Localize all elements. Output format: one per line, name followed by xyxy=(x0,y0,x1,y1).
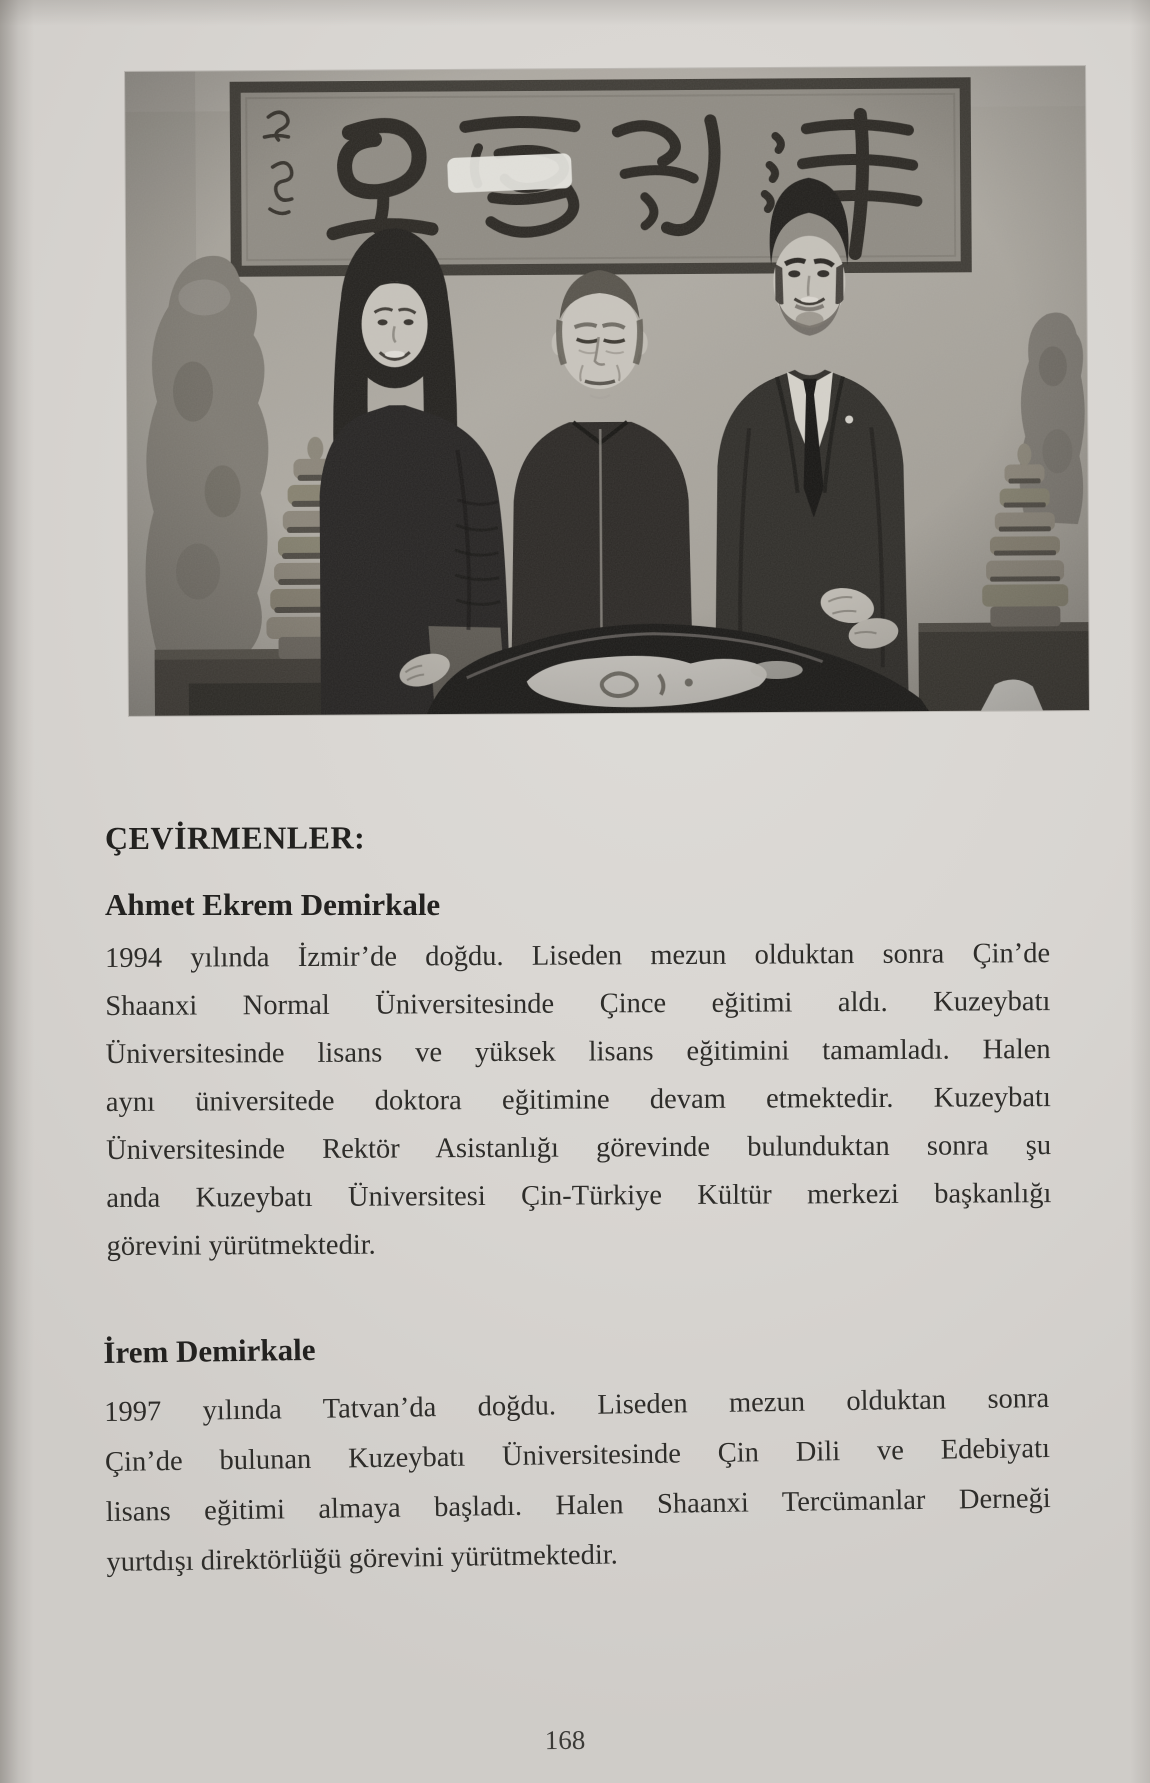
bio-line: 1994 yılında İzmir’de doğdu. Liseden mezun olduktan sonra Çin’de xyxy=(105,938,1051,974)
bio-line: Çin’de bulunan Kuzeybatı Üniversitesinde Çin Dili ve Edebiyatı xyxy=(104,1432,1051,1478)
bio-line: 1997 yılında Tatvan’da doğdu. Liseden mezun olduktan sonra xyxy=(104,1382,1050,1429)
entry-name-ahmet: Ahmet Ekrem Demirkale xyxy=(105,887,441,922)
bio-paragraph-ahmet xyxy=(105,930,1052,1271)
bio-line: yurtdışı direktörlüğü görevini yürütmektedir. xyxy=(106,1539,619,1578)
page-edge-shadow-left xyxy=(0,0,34,1783)
page-edge-shadow-top xyxy=(0,0,1150,26)
bio-line: görevini yürütmektedir. xyxy=(106,1229,376,1262)
entry-name-irem: İrem Demirkale xyxy=(103,1331,316,1371)
entry-block-irem xyxy=(103,1319,1052,1588)
bio-line: Üniversitesinde Rektör Asistanlığı görevinde bulunduktan sonra şu xyxy=(106,1130,1052,1166)
bio-line: Shaanxi Normal Üniversitesinde Çince eğitimi aldı. Kuzeybatı xyxy=(105,986,1051,1022)
page-edge-shadow-right xyxy=(1130,0,1150,1783)
bio-line: lisans eğitimi almaya başladı. Halen Shaanxi Tercümanlar Derneği xyxy=(105,1482,1051,1528)
bio-line: anda Kuzeybatı Üniversitesi Çin-Türkiye Kültür merkezi başkanlığı xyxy=(106,1178,1052,1214)
bio-line: Üniversitesinde lisans ve yüksek lisans eğitimini tamamladı. Halen xyxy=(105,1034,1051,1070)
photo xyxy=(125,66,1089,716)
bio-paragraph-irem xyxy=(104,1374,1052,1588)
bio-line: aynı üniversitede doktora eğitimine devam etmektedir. Kuzeybatı xyxy=(105,1082,1051,1118)
page-number: 168 xyxy=(544,1724,586,1756)
photo-illustration xyxy=(125,66,1089,716)
text-column xyxy=(105,818,1050,1588)
section-heading: ÇEVİRMENLER: xyxy=(104,819,366,856)
